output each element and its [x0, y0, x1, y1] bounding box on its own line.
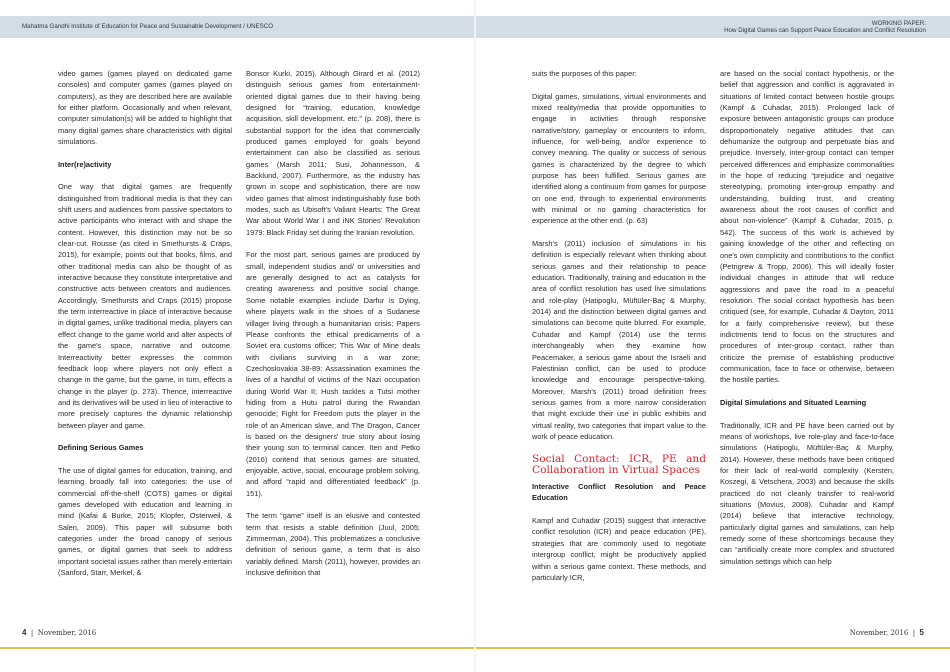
footer-rule-right	[476, 647, 950, 649]
paragraph: Traditionally, ICR and PE have been carried out by means of workshops, live role-play and face-to-face simulations (Hatipoglu, Müftüler-Baç & Murphy, 2014). However, these methods have been critiqued for their lack of real-world complexity (Kersten, Koszegi, & Vetschera, 2003) and because the skills practiced do not cleanly transfer to real-world situations (Movius, 2008). Cuhadar and Kampf (2014) believe that interactive technology, particularly digital games and simulations, can help remedy some of these shortcomings because they can “artificially create more complex and structured simulation settings which can help	[720, 420, 894, 566]
column-4	[720, 68, 894, 578]
header-working-paper: WORKING PAPER:	[871, 20, 926, 27]
section-title-social-contact: Social Contact: ICR, PE and Collaboration in Virtual Spaces	[532, 452, 706, 477]
running-header-right	[476, 16, 950, 38]
page-gutter	[474, 0, 476, 672]
paragraph: Marsh's (2011) inclusion of simulations in his definition is especially relevant when thinking about serious games and their relationship to peace education. Traditionally, training and education in the area of conflict resolution has used live simulations and role-play (Hatipoglu, Müftüler-Baç & Murphy, 2014) and the distinction between digital games and simulations can become quite blurred. For example, Cuhadar and Kampf (2014) use the terms interchangeably when they examine how Peacemaker, a serious game about the Israeli and Palestinian conflict, can be used to produce knowledge and encourage perspective-taking. Moreover, Marsh's (2011) broad definition frees serious games from a more narrow consideration that might exclude their use in public exhibits and virtual reality, two categories that impart value to the work of peace education.	[532, 239, 706, 441]
page-number-right: 5	[919, 628, 924, 637]
subsection-heading-icr-pe: Interactive Conflict Resolution and Peace Education	[532, 482, 706, 503]
header-institute: Mahatma Gandhi Institute of Education for Peace and Sustainable Development / UNESCO	[22, 23, 274, 30]
footer-date-left: November, 2016	[37, 629, 97, 637]
column-3	[532, 68, 706, 594]
paragraph: suits the purposes of this paper:	[532, 69, 637, 78]
section-heading-interreactivity: Inter(re)activity	[58, 159, 112, 169]
paragraph: The term “game” itself is an elusive and contested term that resists a stable definition (Juul, 2005; Zimmerman, 2004). This problematizes a conclusive definition of serious game, a term that is also variably defined. Marsh (2011), however, provides an inclusive definition that	[246, 511, 420, 578]
paragraph: One way that digital games are frequently distinguished from traditional media is that they can shift users and audiences from passive spectators to active participants who interact with and shape the content. However, this distinction may not be so clear-cut. Rousse (as cited in Smethursts & Craps, 2015), for example, points out that books, films, and other traditional media can also be thought of as interactive because they constitute interpretative and constructive acts between creators and audiences. Accordingly, Smethursts and Craps (2015) propose the term interreactive in place of interactive because in digital games, unlike traditional media, players can effect change to the game world and alter aspects of the game's space, narrative and outcome. Interreactivity better expresses the common feedback loop where players not only effect a change in the game, but the game, in turn, effects a change in the player (p. 273). Thence, interreactive and its derivatives will be used in lieu of interactive to more precisely captures the dynamic relationship between player and game.	[58, 182, 232, 430]
section-heading-digital-simulations: Digital Simulations and Situated Learning	[720, 397, 867, 407]
paragraph: Bonsor Kurki, 2015). Although Girard et al. (2012) distinguish serious games from entertainment-oriented digital games due to their having being designed for “training, education, knowledge acquisition, skill development, etc.” (p. 208), there is substantial support for the idea that commercially produced games employed for goals beyond entertainment can also be classified as serious games (Marsh 2011; Susi, Johannesson, & Backlund, 2007). Furthermore, as the industry has grown in scope and sophistication, there are now video games that almost indistinguishably fuse both modes, such as Ubisoft's Valiant Hearts: The Great War about World War I and iNK Stories' Revolution 1979: Black Friday set during the Iranian revolution.	[246, 69, 420, 237]
paragraph: For the most part, serious games are produced by small, independent studios and/ or universities and are generally designed to act as catalysts for creating awareness and positive social change. Some notable examples include Darfur is Dying, where players walk in the shoes of a Sudanese villager living through a humanitarian crisis; Papers Please confronts the ethical predicaments of a Soviet era customs officer; This War of Mine deals with civilians surviving in a war zone; Czechoslovakia 38-89: Assassination examines the lives of a handful of victims of the Nazi occupation during World War II; Hush tackles a Tutsi mother hiding from a Hutu patrol during the Rwandan genocide; Fight for Freedom puts the player in the role of an American slave, and The Dragon, Cancer is based on the designers' true story about losing their young son to terminal cancer. Iten and Petko (2016) contend that serious games are situated, enjoyable, active, social, encourage problem solving, and afford “rapid and differentiated feedback” (p. 151).	[246, 250, 420, 498]
footer-left	[22, 628, 96, 637]
section-heading-defining-serious-games: Defining Serious Games	[58, 443, 144, 453]
page-number-left: 4	[22, 628, 27, 637]
footer-right	[850, 628, 924, 637]
paragraph: Kampf and Cuhadar (2015) suggest that interactive conflict resolution (ICR) and peace education (PE), strategies that are commonly used to negotiate intergroup conflict, might be productively applied within a serious game context. These methods, and particularly ICR,	[532, 516, 706, 582]
running-header-left	[0, 16, 474, 38]
footer-date-right: November, 2016	[849, 629, 909, 637]
footer-rule-left	[0, 647, 474, 649]
footer-separator: |	[30, 629, 34, 637]
paragraph: video games (games played on dedicated game consoles) and computer games (games played on computers), as they are described here are available for either platform. Occasionally and when relevant, computer simulation(s) will be added to highlight that many digital games share characteristics with digital simulations.	[58, 69, 232, 147]
column-2	[246, 68, 420, 590]
paragraph: The use of digital games for education, training, and learning broadly fall into categories: the use of commercial off-the-shelf (COTS) games or digital games developed with education and learning in mind (Kafai & Burke, 2015; Klopfer, Osterweil, & Salen, 2009). This paper will subsume both categories under the broad canopy of serious games, or digital games that seek to address important societal issues rather than merely entertain (Sanford, Starr, Merkel, &	[58, 465, 232, 577]
column-1	[58, 68, 232, 590]
paragraph: are based on the social contact hypothesis, or the belief that aggression and conflict is aggravated in situations of limited contact between hostile groups (Kampf & Cuhadar, 2015). Prolonged lack of exposure between antagonistic groups can produce disproportionately negative attitudes that can dehumanize the outgroup and perpetuate bias and prejudice. Inversely, inter-group contact can temper perceived differences and emphasize commonalities in the hope of reducing “prejudice and negative stereotyping, promoting inter-group empathy and understanding, building trust, and creating awareness about the root causes of conflict and about non-violence” (Kampf & Cuhadar, 2015, p. 542). The success of this work is achieved by gaining knowledge of the other and reflecting on one's own complicity and contributions to the conflict (Petrigrew & Tropp, 2006). This will ideally foster individual changes in attitude that will reduce aggressions and pave the road to a peaceful resolution. The social contact hypothesis has been critiqued (see, for example, Cuhadar & Dayton, 2011 for a fairly comprehensive review), but these indictments tend to focus on the structures and procedures of inter-group contact, rather than criticize the premise of establishing productive communication, face to face or otherwise, between the hostile parties.	[720, 69, 894, 385]
footer-separator: |	[912, 629, 916, 637]
block-quote: Digital games, simulations, virtual environments and mixed reality/media that provide opportunities to engage in activities through responsive narrative/story, gameplay or encounters to inform, influence, for well-being, and/or experience to convey meaning. The quality or success of serious games is characterized by the degree to which purpose has been fulfilled. Serious games are identified along a continuum from games for purpose on one end, through to experiential environments with minimal or no gaming characteristics for experience at the other end. (p. 63)	[532, 91, 706, 226]
header-paper-title: How Digital Games can Support Peace Education and Conflict Resolution	[724, 27, 926, 35]
